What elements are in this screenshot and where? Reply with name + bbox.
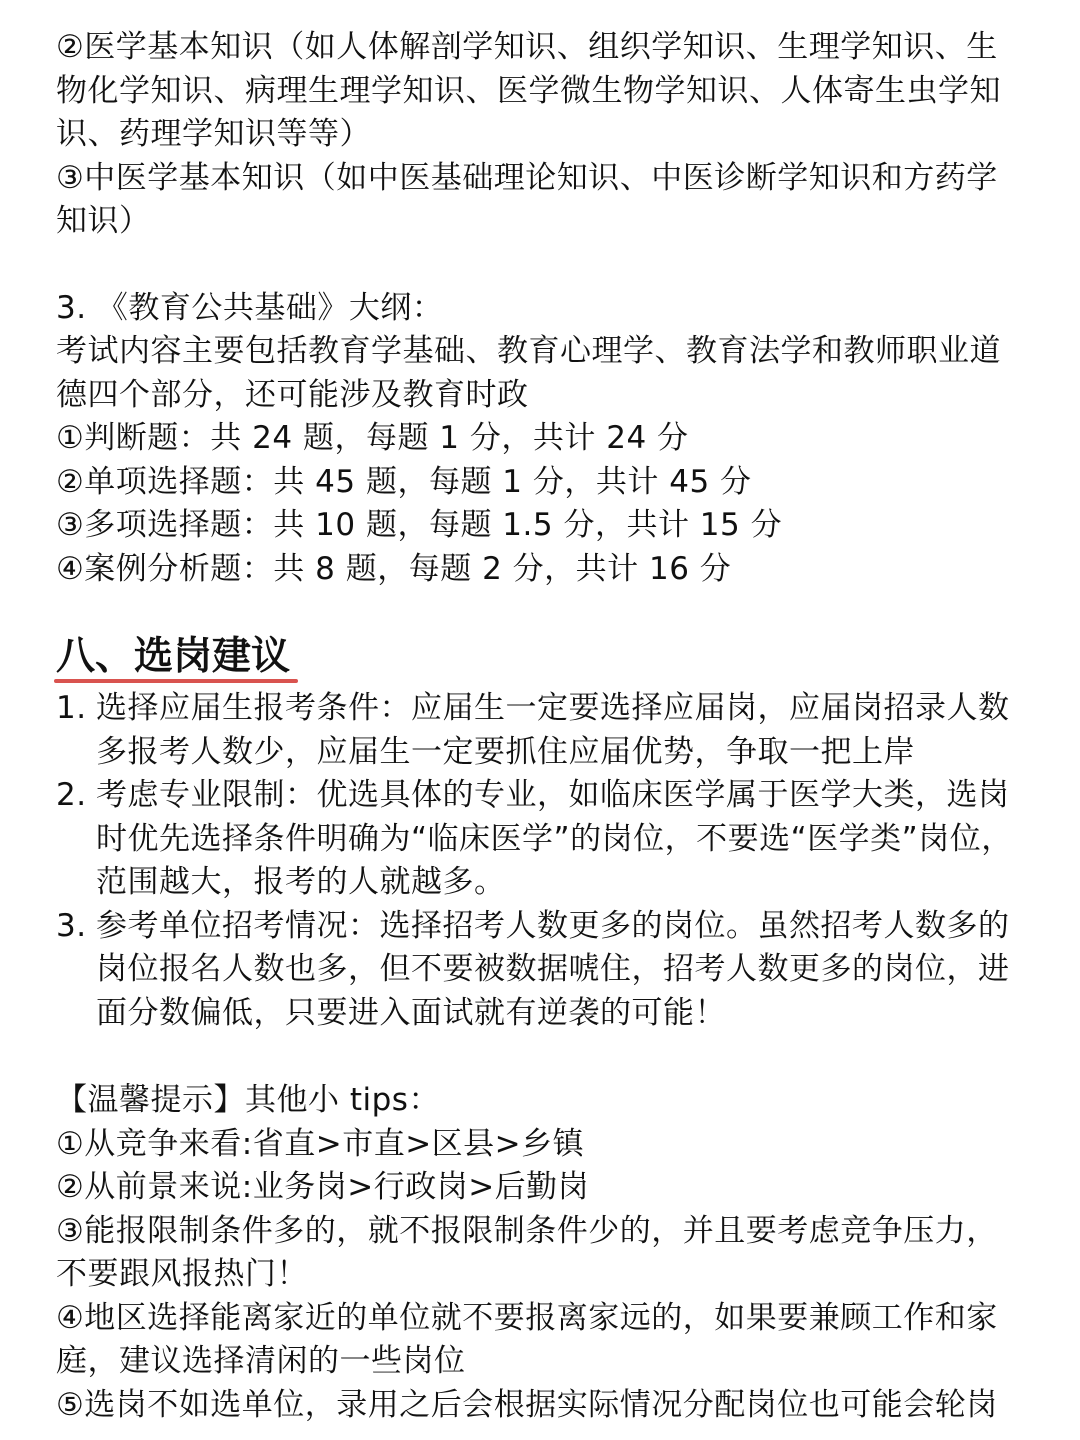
- text-line: 多报考人数少，应届生一定要抓住应届优势，争取一把上岸: [96, 733, 915, 770]
- list-item-body: [96, 687, 1036, 774]
- list-item-body: [96, 774, 1036, 905]
- text-line: 德四个部分，还可能涉及教育时政: [56, 376, 529, 413]
- text-line: 选择应届生报考条件：应届生一定要选择应届岗，应届岗招录人数: [96, 690, 1010, 726]
- section-heading-text: 八、选岗建议: [56, 634, 291, 679]
- text-line: ③多项选择题：共 10 题，每题 1.5 分，共计 15 分: [56, 507, 783, 543]
- text-line: ①从竞争来看:省直>市直>区县>乡镇: [56, 1125, 585, 1162]
- section-list: [56, 687, 1036, 1035]
- intro-block: [56, 26, 1036, 244]
- text-line: ④地区选择能离家近的单位就不要报离家远的，如果要兼顾工作和家: [56, 1299, 998, 1336]
- list-item: [56, 687, 1036, 774]
- list-item: [56, 905, 1036, 1036]
- spacer: [56, 591, 1036, 629]
- list-item-number: 2.: [56, 777, 87, 813]
- text-line: ④案例分析题：共 8 题，每题 2 分，共计 16 分: [56, 550, 732, 587]
- text-line: ②单项选择题：共 45 题，每题 1 分，共计 45 分: [56, 463, 752, 500]
- section-heading: [56, 629, 1036, 685]
- text-line: 知识）: [56, 203, 151, 239]
- text-line: 识、药理学知识等等）: [56, 116, 371, 152]
- spacer: [56, 244, 1036, 287]
- text-line: 面分数偏低，只要进入面试就有逆袭的可能！: [96, 994, 726, 1031]
- text-line: ①判断题：共 24 题，每题 1 分，共计 24 分: [56, 420, 689, 456]
- text-line: ⑤选岗不如选单位，录用之后会根据实际情况分配岗位也可能会轮岗: [56, 1386, 998, 1423]
- list-item-number: 3.: [56, 907, 87, 944]
- spacer: [56, 1035, 1036, 1079]
- text-line: ③中医学基本知识（如中医基础理论知识、中医诊断学知识和方药学: [56, 159, 998, 196]
- text-line: ③能报限制条件多的，就不报限制条件少的，并且要考虑竞争压力，: [56, 1212, 998, 1249]
- text-line: ②医学基本知识（如人体解剖学知识、组织学知识、生理学知识、生: [56, 29, 998, 65]
- heading-underline: [54, 679, 298, 683]
- text-line: 3. 《教育公共基础》大纲：: [56, 289, 444, 326]
- list-item-body: [96, 905, 1036, 1036]
- list-item-number: 1.: [56, 690, 87, 726]
- list-item: [56, 774, 1036, 905]
- text-line: 不要跟风报热门！: [56, 1256, 308, 1292]
- text-line: 物化学知识、病理生理学知识、医学微生物学知识、人体寄生虫学知: [56, 72, 1001, 109]
- document-page: [56, 26, 1036, 1427]
- text-line: ②从前景来说:业务岗>行政岗>后勤岗: [56, 1169, 590, 1205]
- text-line: 考试内容主要包括教育学基础、教育心理学、教育法学和教师职业道: [56, 333, 1001, 369]
- text-line: 时优先选择条件明确为“临床医学”的岗位，不要选“医学类”岗位，: [96, 820, 1013, 857]
- text-line: 范围越大，报考的人就越多。: [96, 864, 506, 900]
- text-line: 参考单位招考情况：选择招考人数更多的岗位。虽然招考人数多的: [96, 907, 1010, 944]
- text-line: 岗位报名人数也多，但不要被数据唬住，招考人数更多的岗位，进: [96, 951, 1010, 987]
- tips-block: [56, 1079, 1036, 1427]
- text-line: 庭，建议选择清闲的一些岗位: [56, 1343, 466, 1379]
- text-line: 【温馨提示】其他小 tips：: [56, 1082, 440, 1118]
- text-line: 考虑专业限制：优选具体的专业，如临床医学属于医学大类，选岗: [96, 777, 1010, 813]
- education-block: [56, 287, 1036, 592]
